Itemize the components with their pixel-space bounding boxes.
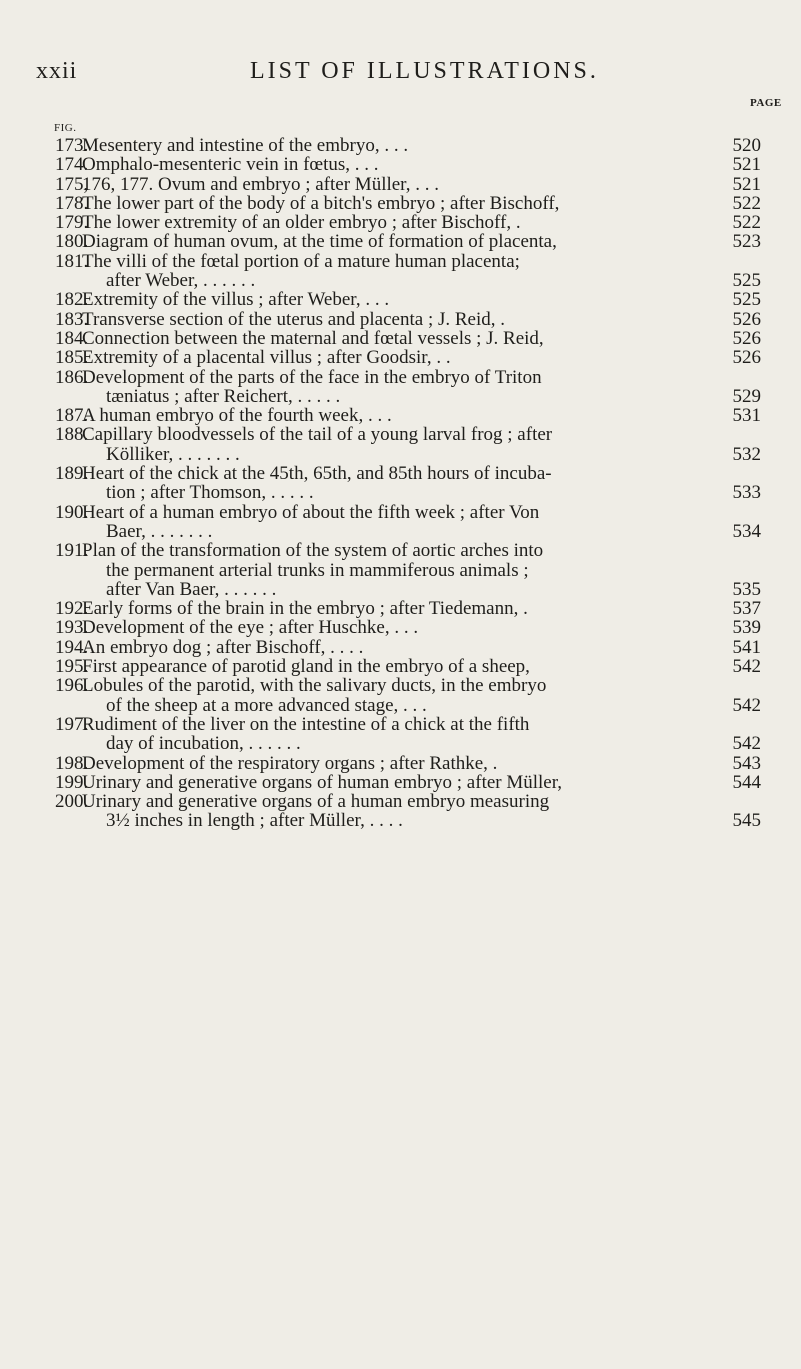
caption-line: Mesentery and intestine of the embryo, . . . — [82, 135, 409, 156]
caption-line: after Weber, . . . . . . — [106, 270, 256, 292]
page-number: 525 — [732, 270, 761, 292]
figure-number: 188. — [55, 424, 89, 446]
page-number: 521 — [732, 173, 761, 195]
list-item — [0, 213, 801, 232]
figure-number: 181. — [55, 250, 89, 272]
page-number: 525 — [732, 289, 761, 311]
figure-caption — [82, 329, 712, 348]
figure-caption — [82, 618, 712, 637]
caption-line: 176, 177. Ovum and embryo ; after Müller, . . . — [82, 173, 440, 195]
figure-caption — [82, 599, 712, 618]
figure-number: 189. — [55, 463, 89, 485]
list-item — [0, 715, 801, 754]
caption-line: day of incubation, . . . . . . — [106, 733, 301, 755]
figure-caption — [82, 657, 712, 676]
figure-caption — [82, 213, 712, 232]
figure-caption — [82, 348, 712, 367]
caption-line: tæniatus ; after Reichert, . . . . . — [106, 385, 341, 407]
page-number: 539 — [732, 617, 761, 639]
figure-caption — [82, 773, 712, 792]
caption-line: A human embryo of the fourth week, . . . — [82, 405, 392, 427]
figure-number: 184. — [55, 327, 89, 349]
caption-line: Plan of the transformation of the system of aortic arches into — [82, 540, 544, 562]
list-item — [0, 464, 801, 503]
page-number: 544 — [732, 771, 761, 793]
figure-caption — [82, 232, 712, 251]
caption-line: The lower part of the body of a bitch's embryo ; after Bischoff, — [82, 192, 560, 214]
caption-line: Urinary and generative organs of human embryo ; after Müller, — [82, 771, 563, 793]
figure-caption — [82, 715, 712, 754]
figure-caption — [82, 155, 712, 174]
page-number: 526 — [732, 347, 761, 369]
figure-caption — [82, 503, 712, 542]
list-item — [0, 348, 801, 367]
figure-number: 199. — [55, 771, 89, 793]
list-item — [0, 638, 801, 657]
figure-number: 196. — [55, 675, 89, 697]
figure-number: 173. — [55, 135, 89, 156]
figure-caption — [82, 368, 712, 407]
caption-line: Heart of a human embryo of about the fifth week ; after Von — [82, 501, 540, 523]
page-number: 534 — [732, 520, 761, 542]
page-number: 532 — [732, 443, 761, 465]
list-item — [0, 425, 801, 464]
figure-number: 183. — [55, 308, 89, 330]
page-number: 523 — [732, 231, 761, 253]
figure-number: 194. — [55, 636, 89, 658]
caption-line: 3½ inches in length ; after Müller, . . . . — [106, 810, 403, 832]
page-number: 520 — [732, 135, 761, 156]
page-number: 531 — [732, 405, 761, 427]
page-number: 537 — [732, 598, 761, 620]
caption-line: Baer, . . . . . . . — [106, 520, 213, 542]
folio-number: xxii — [36, 58, 78, 84]
page-number: 535 — [732, 578, 761, 600]
list-item — [0, 252, 801, 291]
figure-caption — [82, 136, 712, 155]
page-number: 521 — [732, 154, 761, 176]
caption-line: The lower extremity of an older embryo ; after Bischoff, . — [82, 212, 521, 234]
figure-number: 200. — [55, 791, 89, 813]
caption-line: Lobules of the parotid, with the salivary ducts, in the embryo — [82, 675, 547, 697]
caption-line: Kölliker, . . . . . . . — [106, 443, 240, 465]
caption-line: Connection between the maternal and fœtal vessels ; J. Reid, — [82, 327, 544, 349]
figure-number: 179. — [55, 212, 89, 234]
figure-caption — [82, 252, 712, 291]
running-title: LIST OF ILLUSTRATIONS. — [250, 58, 599, 84]
figure-number: 187. — [55, 405, 89, 427]
figure-number: 191. — [55, 540, 89, 562]
figure-number: 186. — [55, 366, 89, 388]
list-item — [0, 618, 801, 637]
caption-line: Extremity of a placental villus ; after Goodsir, . . — [82, 347, 451, 369]
page-number: 542 — [732, 656, 761, 678]
figure-caption — [82, 175, 712, 194]
page-number: 522 — [732, 192, 761, 214]
figure-number: 175, — [55, 173, 89, 195]
figure-number: 192. — [55, 598, 89, 620]
list-item — [0, 368, 801, 407]
page-number: 526 — [732, 308, 761, 330]
caption-line: Capillary bloodvessels of the tail of a young larval frog ; after — [82, 424, 553, 446]
figure-caption — [82, 676, 712, 715]
list-item — [0, 676, 801, 715]
list-item — [0, 194, 801, 213]
page-number: 522 — [732, 212, 761, 234]
page-number: 545 — [732, 810, 761, 832]
figure-caption — [82, 541, 712, 599]
page-number: 541 — [732, 636, 761, 658]
list-item — [0, 290, 801, 309]
caption-line: Omphalo-mesenteric vein in fœtus, . . . — [82, 154, 379, 176]
figure-column-heading: FIG. — [54, 122, 77, 134]
page-number: 526 — [732, 327, 761, 349]
figure-number: 185. — [55, 347, 89, 369]
page-number: 542 — [732, 733, 761, 755]
caption-line: tion ; after Thomson, . . . . . — [106, 482, 314, 504]
caption-line: Rudiment of the liver on the intestine of a chick at the fifth — [82, 713, 530, 735]
page-column-heading: PAGE — [750, 97, 782, 109]
figure-caption — [82, 638, 712, 657]
figure-caption — [82, 425, 712, 464]
caption-line: after Van Baer, . . . . . . — [106, 578, 277, 600]
figure-number: 178. — [55, 192, 89, 214]
list-item — [0, 541, 801, 599]
list-item — [0, 310, 801, 329]
figure-caption — [82, 464, 712, 503]
figure-caption — [82, 310, 712, 329]
figure-caption — [82, 194, 712, 213]
caption-line: Early forms of the brain in the embryo ; after Tiedemann, . — [82, 598, 528, 620]
figure-number: 180. — [55, 231, 89, 253]
caption-line: The villi of the fœtal portion of a mature human placenta; — [82, 250, 520, 272]
figure-number: 193. — [55, 617, 89, 639]
figure-number: 195. — [55, 656, 89, 678]
list-item — [0, 503, 801, 542]
caption-line: Urinary and generative organs of a human embryo measuring — [82, 791, 550, 813]
page-header — [0, 58, 801, 98]
caption-line: Development of the respiratory organs ; after Rathke, . — [82, 752, 498, 774]
list-item — [0, 657, 801, 676]
figure-caption — [82, 406, 712, 425]
figure-number: 198. — [55, 752, 89, 774]
page-number: 542 — [732, 694, 761, 716]
list-item — [0, 792, 801, 831]
list-item — [0, 232, 801, 251]
caption-line: Diagram of human ovum, at the time of formation of placenta, — [82, 231, 557, 253]
list-item — [0, 773, 801, 792]
figure-number: 174. — [55, 154, 89, 176]
list-item — [0, 754, 801, 773]
figure-number: 182. — [55, 289, 89, 311]
caption-line: Extremity of the villus ; after Weber, . . . — [82, 289, 390, 311]
list-item — [0, 329, 801, 348]
figure-caption — [82, 754, 712, 773]
caption-line: Development of the eye ; after Huschke, . . . — [82, 617, 419, 639]
figure-number: 190. — [55, 501, 89, 523]
list-item — [0, 155, 801, 174]
caption-line: Heart of the chick at the 45th, 65th, and 85th hours of incuba- — [82, 463, 552, 485]
list-item — [0, 136, 801, 155]
list-item — [0, 599, 801, 618]
figure-number: 197. — [55, 713, 89, 735]
list-item — [0, 406, 801, 425]
illustration-list — [0, 136, 801, 831]
caption-line: First appearance of parotid gland in the embryo of a sheep, — [82, 656, 530, 678]
figure-caption — [82, 290, 712, 309]
caption-line: Transverse section of the uterus and placenta ; J. Reid, . — [82, 308, 506, 330]
caption-line: of the sheep at a more advanced stage, . . . — [106, 694, 427, 716]
caption-line: An embryo dog ; after Bischoff, . . . . — [82, 636, 364, 658]
caption-line: the permanent arterial trunks in mammiferous animals ; — [106, 559, 529, 581]
page-number: 533 — [732, 482, 761, 504]
page-number: 543 — [732, 752, 761, 774]
list-item — [0, 175, 801, 194]
figure-caption — [82, 792, 712, 831]
caption-line: Development of the parts of the face in the embryo of Triton — [82, 366, 542, 388]
page-number: 529 — [732, 385, 761, 407]
